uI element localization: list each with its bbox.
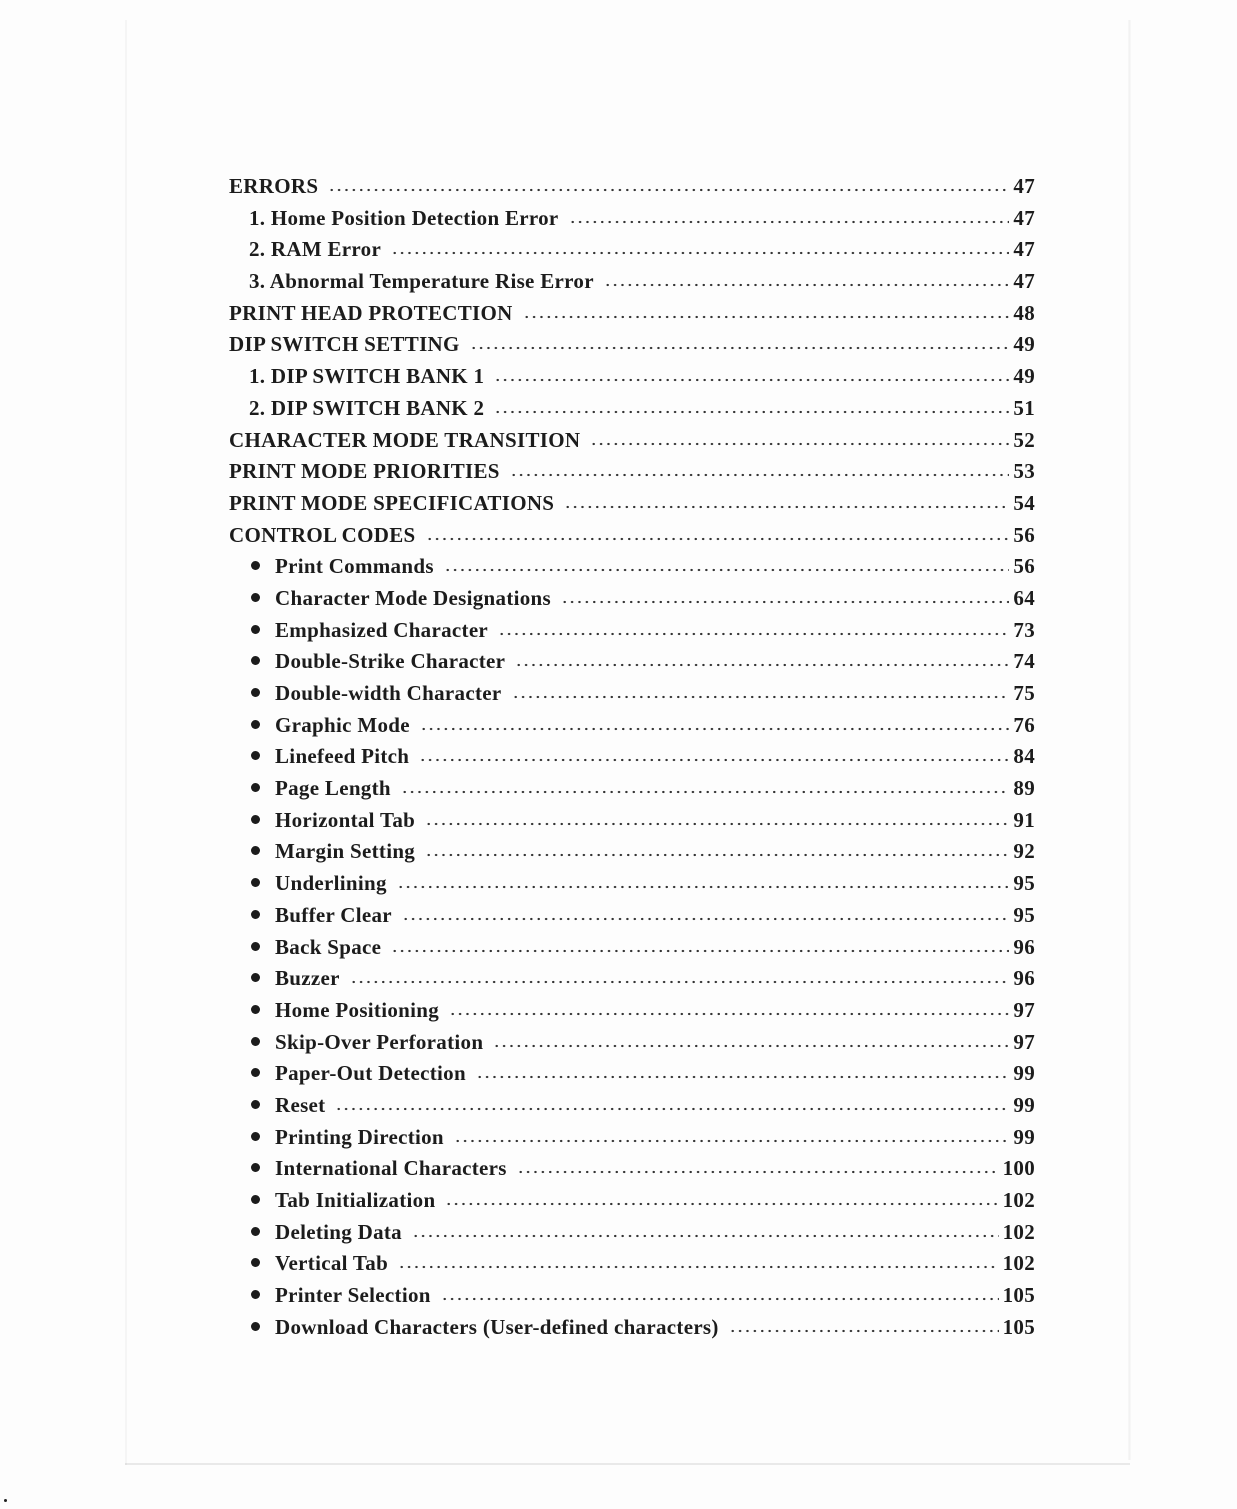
- toc-entry-title: PRINT HEAD PROTECTION: [229, 300, 513, 325]
- bullet-icon: [251, 625, 260, 634]
- dot-leader: [590, 442, 1009, 446]
- toc-entry-page-number: 75: [1013, 681, 1035, 705]
- bullet-icon: [251, 1258, 260, 1267]
- dot-leader: [419, 758, 1009, 762]
- bullet-icon: [251, 656, 260, 665]
- toc-entry-page-number: 97: [1013, 1029, 1035, 1054]
- bullet-icon: [251, 783, 260, 792]
- toc-entry: [229, 618, 1035, 650]
- dot-leader: [569, 220, 1010, 224]
- dot-leader: [398, 1265, 999, 1269]
- toc-entry: [229, 839, 1035, 871]
- bullet-icon: [251, 1132, 260, 1141]
- dot-leader: [397, 885, 1010, 889]
- toc-entry: [229, 237, 1035, 269]
- toc-entry-page-number: 99: [1013, 1061, 1035, 1086]
- toc-entry-page-number: 76: [1013, 712, 1035, 737]
- toc-entry-page-number: 47: [1013, 237, 1035, 262]
- toc-entry: [229, 491, 1035, 523]
- dot-leader: [350, 980, 1010, 984]
- toc-entry: [229, 871, 1035, 903]
- toc-entry: [229, 206, 1035, 238]
- toc-entry-title: Download Characters (User-defined characters): [275, 1314, 719, 1339]
- scan-edge-left: [125, 20, 127, 1465]
- dot-leader: [515, 663, 1009, 667]
- dot-leader: [425, 822, 1009, 826]
- toc-entry: [229, 459, 1035, 491]
- toc-entry: [229, 744, 1035, 776]
- dot-leader: [335, 1107, 1009, 1111]
- dot-leader: [512, 695, 1010, 699]
- toc-entry-title: Vertical Tab: [275, 1251, 389, 1276]
- toc-entry: [229, 713, 1035, 745]
- toc-entry: [229, 998, 1035, 1030]
- toc-entry-page-number: 56: [1013, 522, 1035, 547]
- toc-entry-title: CHARACTER MODE TRANSITION: [229, 427, 581, 452]
- toc-entry-page-number: 47: [1013, 205, 1035, 230]
- toc-entry-title: Printing Direction: [275, 1124, 444, 1149]
- toc-entry-title: International Characters: [275, 1156, 507, 1181]
- bullet-icon: [251, 1227, 260, 1236]
- toc-entry-title: Deleting Data: [275, 1219, 402, 1244]
- bullet-icon: [251, 751, 260, 760]
- toc-entry-title: Underlining: [275, 871, 387, 896]
- dot-leader: [449, 1012, 1009, 1016]
- toc-entry: [229, 554, 1035, 586]
- toc-entry: [229, 396, 1035, 428]
- bullet-icon: [251, 1195, 260, 1204]
- toc-entry-page-number: 49: [1013, 364, 1035, 389]
- toc-entry-title: Horizontal Tab: [275, 807, 416, 832]
- toc-entry-title: Reset: [275, 1092, 326, 1117]
- toc-entry-page-number: 53: [1013, 459, 1035, 484]
- toc-entry-page-number: 52: [1013, 427, 1035, 452]
- toc-entry-page-number: 96: [1013, 966, 1035, 991]
- toc-entry-page-number: 91: [1013, 807, 1035, 832]
- toc-entry: [229, 332, 1035, 364]
- toc-entry-title: Home Positioning: [275, 997, 440, 1022]
- dot-leader: [561, 600, 1009, 604]
- toc-entry-title: Print Commands: [275, 554, 434, 579]
- bullet-icon: [251, 593, 260, 602]
- bullet-icon: [251, 1163, 260, 1172]
- toc-entry-page-number: 95: [1013, 902, 1035, 927]
- toc-entry-title: CONTROL CODES: [229, 522, 416, 547]
- scan-edge-right: [1128, 20, 1131, 1460]
- toc-entry: [229, 903, 1035, 935]
- toc-entry-page-number: 74: [1013, 649, 1035, 674]
- toc-entry: [229, 966, 1035, 998]
- toc-entry-page-number: 102: [1002, 1188, 1035, 1212]
- bullet-icon: [251, 942, 260, 951]
- bullet-icon: [251, 1322, 260, 1331]
- bullet-icon: [251, 720, 260, 729]
- bullet-icon: [251, 815, 260, 824]
- toc-entry: [229, 935, 1035, 967]
- toc-entry-page-number: 47: [1013, 174, 1035, 198]
- toc-entry: [229, 1315, 1035, 1347]
- toc-entry: [229, 1030, 1035, 1062]
- toc-entry-page-number: 99: [1013, 1092, 1035, 1117]
- dot-leader: [564, 505, 1009, 509]
- toc-entry: [229, 1220, 1035, 1252]
- dot-leader: [420, 727, 1010, 731]
- dot-leader: [517, 1170, 999, 1174]
- dot-leader: [510, 473, 1010, 477]
- dot-leader: [444, 568, 1010, 572]
- bullet-icon: [251, 910, 260, 919]
- dot-leader: [498, 632, 1009, 636]
- dot-leader: [401, 790, 1010, 794]
- toc-entry-page-number: 95: [1013, 871, 1035, 896]
- dot-leader: [604, 283, 1010, 287]
- toc-entry-page-number: 47: [1013, 269, 1035, 294]
- toc-entry-title: PRINT MODE SPECIFICATIONS: [229, 490, 555, 515]
- toc-entry: [229, 1125, 1035, 1157]
- dot-leader: [494, 378, 1009, 382]
- toc-entry-title: Printer Selection: [275, 1283, 431, 1308]
- toc-entry-title: Skip-Over Perforation: [275, 1029, 484, 1054]
- toc-entry-page-number: 89: [1013, 776, 1035, 801]
- dot-leader: [445, 1202, 998, 1206]
- dot-leader: [402, 917, 1009, 921]
- toc-entry-page-number: 105: [1002, 1314, 1035, 1339]
- toc-entry: [229, 1283, 1035, 1315]
- toc-entry-title: Graphic Mode: [275, 712, 410, 737]
- dot-leader: [494, 410, 1009, 414]
- toc-entry-page-number: 49: [1013, 332, 1035, 357]
- toc-entry: [229, 1061, 1035, 1093]
- toc-entry-page-number: 102: [1002, 1251, 1035, 1276]
- bullet-icon: [251, 878, 260, 887]
- toc-entry-title: Paper-Out Detection: [275, 1061, 466, 1086]
- toc-entry-page-number: 92: [1013, 839, 1035, 864]
- dot-leader: [412, 1234, 999, 1238]
- toc-entry-page-number: 73: [1013, 617, 1035, 642]
- toc-entry-title: Tab Initialization: [275, 1188, 436, 1212]
- toc-entry: [229, 681, 1035, 713]
- toc-entry: [229, 523, 1035, 555]
- toc-entry: [229, 174, 1035, 206]
- toc-entry: [229, 269, 1035, 301]
- toc-entry-title: Character Mode Designations: [275, 585, 552, 610]
- toc-entry: [229, 586, 1035, 618]
- dot-leader: [391, 949, 1009, 953]
- toc-entry: [229, 364, 1035, 396]
- toc-entry-title: Linefeed Pitch: [275, 744, 410, 769]
- toc-entry-title: Buzzer: [275, 966, 340, 991]
- toc-entry-page-number: 48: [1013, 300, 1035, 325]
- toc-entry-title: DIP SWITCH SETTING: [229, 332, 460, 357]
- toc-entry-page-number: 56: [1013, 554, 1035, 579]
- toc-entry-title: 1. DIP SWITCH BANK 1: [249, 364, 485, 389]
- table-of-contents: [229, 174, 1035, 1346]
- toc-entry-title: Back Space: [275, 934, 382, 959]
- toc-entry: [229, 1251, 1035, 1283]
- bullet-icon: [251, 846, 260, 855]
- dot-leader: [470, 346, 1010, 350]
- toc-entry-title: Page Length: [275, 776, 391, 801]
- dot-leader: [391, 251, 1009, 255]
- dot-leader: [441, 1297, 999, 1301]
- toc-entry-page-number: 84: [1013, 744, 1035, 769]
- bullet-icon: [251, 1037, 260, 1046]
- toc-entry-page-number: 54: [1013, 490, 1035, 515]
- toc-entry-title: 2. DIP SWITCH BANK 2: [249, 395, 485, 420]
- toc-entry-title: 2. RAM Error: [249, 237, 382, 262]
- bullet-icon: [251, 973, 260, 982]
- dot-leader: [523, 315, 1010, 319]
- toc-entry-page-number: 105: [1002, 1283, 1035, 1308]
- dot-leader: [454, 1139, 1009, 1143]
- dot-leader: [426, 537, 1010, 541]
- bullet-icon: [251, 561, 260, 570]
- toc-entry: [229, 649, 1035, 681]
- toc-entry: [229, 1093, 1035, 1125]
- dot-leader: [729, 1329, 999, 1333]
- toc-entry-page-number: 99: [1013, 1124, 1035, 1149]
- toc-entry: [229, 1188, 1035, 1220]
- toc-entry: [229, 1156, 1035, 1188]
- toc-entry-title: Double-width Character: [275, 681, 502, 705]
- bullet-icon: [251, 688, 260, 697]
- scan-speck: [4, 1499, 7, 1502]
- toc-entry-title: Emphasized Character: [275, 617, 489, 642]
- toc-entry-title: Margin Setting: [275, 839, 416, 864]
- toc-entry-title: Double-Strike Character: [275, 649, 506, 674]
- dot-leader: [328, 188, 1009, 192]
- bullet-icon: [251, 1068, 260, 1077]
- toc-entry: [229, 428, 1035, 460]
- bullet-icon: [251, 1100, 260, 1109]
- toc-entry-page-number: 100: [1002, 1156, 1035, 1181]
- toc-entry-title: 1. Home Position Detection Error: [249, 205, 559, 230]
- toc-entry-page-number: 64: [1013, 585, 1035, 610]
- toc-entry-page-number: 51: [1013, 395, 1035, 420]
- dot-leader: [493, 1044, 1009, 1048]
- dot-leader: [476, 1075, 1009, 1079]
- toc-entry-page-number: 96: [1013, 934, 1035, 959]
- dot-leader: [425, 853, 1009, 857]
- toc-entry: [229, 776, 1035, 808]
- toc-entry: [229, 808, 1035, 840]
- toc-entry: [229, 301, 1035, 333]
- bullet-icon: [251, 1005, 260, 1014]
- bullet-icon: [251, 1290, 260, 1299]
- toc-entry-title: PRINT MODE PRIORITIES: [229, 459, 500, 484]
- toc-entry-page-number: 102: [1002, 1219, 1035, 1244]
- toc-entry-page-number: 97: [1013, 997, 1035, 1022]
- toc-entry-title: ERRORS: [229, 174, 319, 198]
- toc-entry-title: Buffer Clear: [275, 902, 392, 927]
- toc-entry-title: 3. Abnormal Temperature Rise Error: [249, 269, 594, 294]
- scan-edge-bottom: [125, 1463, 1130, 1465]
